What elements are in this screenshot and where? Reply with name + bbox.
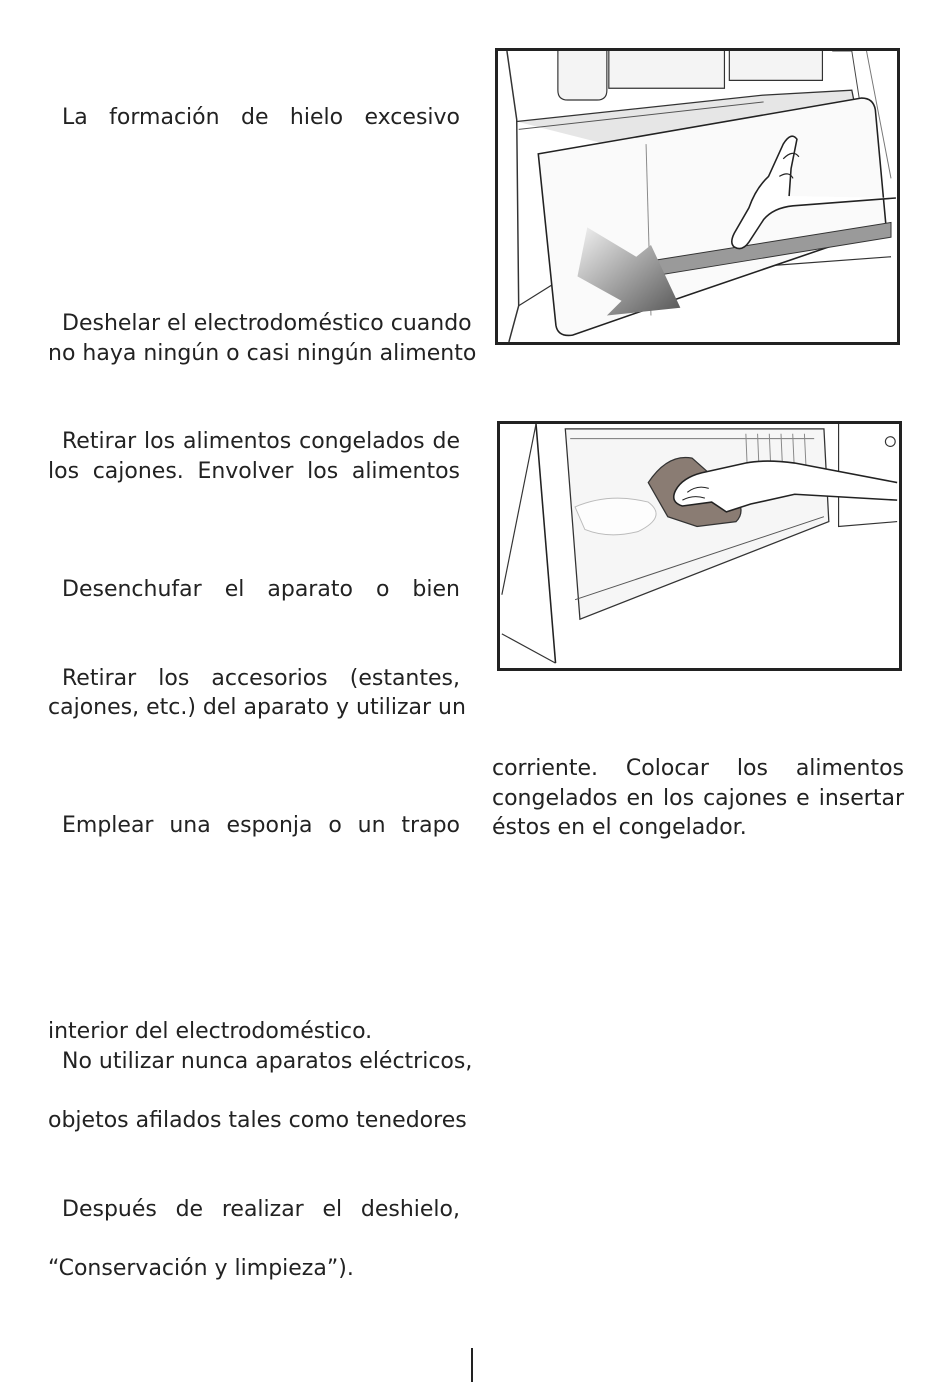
cleaning-illustration (500, 424, 899, 668)
text-line: Retirar los alimentos congelados de (62, 429, 460, 454)
text-line: “Conservación y limpieza”). (48, 1256, 354, 1281)
text-line: Desenchufar el aparato o bien (62, 577, 460, 602)
drawer-removal-illustration (498, 51, 897, 342)
text-line: congelados en los cajones e insertar (492, 786, 904, 811)
text-line: corriente. Colocar los alimentos (492, 756, 904, 781)
figure-cleaning-interior (497, 421, 902, 671)
text-line: objetos afilados tales como tenedores (48, 1108, 467, 1133)
figure-drawer-removal (495, 48, 900, 345)
text-line: Después de realizar el deshielo, (62, 1197, 460, 1222)
page-divider (471, 1348, 473, 1382)
text-line: éstos en el congelador. (492, 815, 747, 840)
text-line: Emplear una esponja o un trapo (62, 813, 460, 838)
text-line: no haya ningún o casi ningún alimento (48, 341, 477, 366)
text-line: Deshelar el electrodoméstico cuando (62, 311, 472, 336)
text-line: los cajones. Envolver los alimentos (48, 459, 460, 484)
text-line: No utilizar nunca aparatos eléctricos, (62, 1049, 473, 1074)
text-line: La formación de hielo excesivo (62, 105, 460, 130)
text-line: cajones, etc.) del aparato y utilizar un (48, 695, 466, 720)
text-line: Retirar los accesorios (estantes, (62, 666, 460, 691)
text-line: interior del electrodoméstico. (48, 1019, 373, 1044)
